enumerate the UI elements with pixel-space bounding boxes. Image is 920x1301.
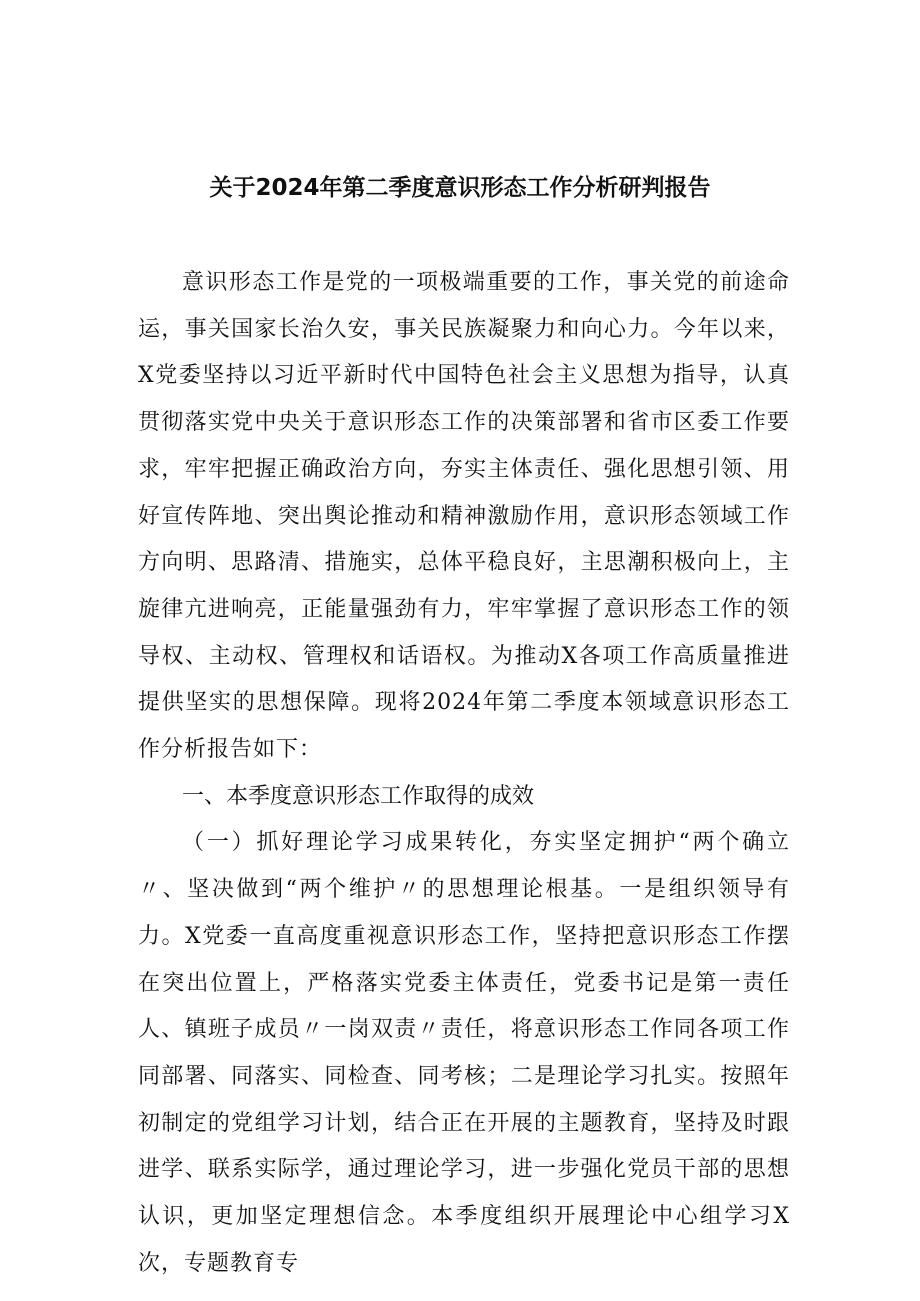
section-heading-1: 一、本季度意识形态工作取得的成效 xyxy=(182,783,535,809)
intro-paragraph: 意识形态工作是党的一项极端重要的工作，事关党的前途命运，事关国家长治久安，事关民族凝聚力和向心力。今年以来，X党委坚持以习近平新时代中国特色社会主义思想为指导，认真贯彻落实党中央关于意识形态工作的决策部署和省市区委工作要求，牢牢把握正确政治方向，夯实主体责任、强化思想引领、用好宣传阵地、突出舆论推动和精神激励作用，意识形态领域工作方向明、思路清、措施实，总体平稳良好，主思潮积极向上，主旋律亢进响亮，正能量强劲有力，牢牢掌握了意识形态工作的领导权、主动权、管理权和话语权。为推动X各项工作高质量推进提供坚实的思想保障。现将2024年第二季度本领域意识形态工作分析报告如下： xyxy=(138,270,790,763)
document-title: 关于2024年第二季度意识形态工作分析研判报告 xyxy=(209,175,711,201)
section-1-paragraph-1: （一）抓好理论学习成果转化，夯实坚定拥护“两个确立〃、坚决做到“两个维护〃的思想理论根基。一是组织领导有力。X党委一直高度重视意识形态工作，坚持把意识形态工作摆在突出位置上，严格落实党委主体责任，党委书记是第一责任人、镇班子成员〃一岗双责〃责任，将意识形态工作同各项工作同部署、同落实、同检查、同考核；二是理论学习扎实。按照年初制定的党组学习计划，结合正在开展的主题教育，坚持及时跟进学、联系实际学，通过理论学习，进一步强化党员干部的思想认识，更加坚定理想信念。本季度组织开展理论中心组学习X次，专题教育专 xyxy=(138,830,790,1276)
document-body xyxy=(138,260,790,1287)
